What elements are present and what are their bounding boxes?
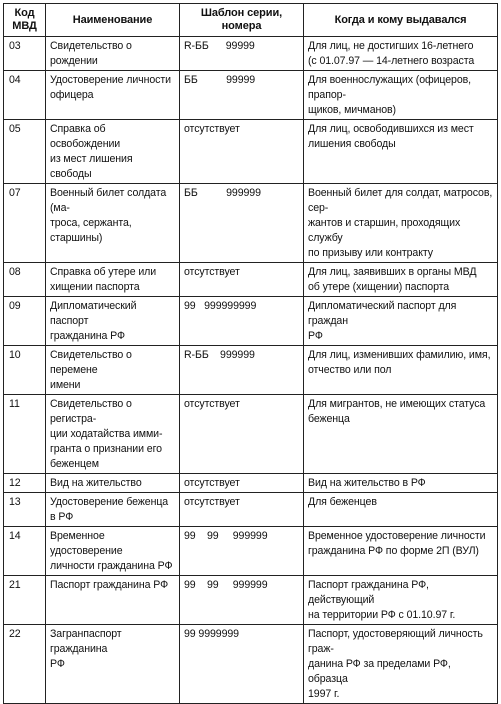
cell-issued: Вид на жительство в РФ: [304, 474, 498, 493]
cell-template: отсутствует: [180, 493, 304, 527]
cell-code: 12: [4, 474, 46, 493]
cell-name: Удостоверение беженца в РФ: [46, 493, 180, 527]
cell-template: 99 99 999999: [180, 576, 304, 625]
cell-issued: Для лиц, не достигших 16-летнего (с 01.07.97 — 14-летнего возраста: [304, 37, 498, 71]
cell-code: 22: [4, 625, 46, 704]
table-header: [4, 4, 498, 37]
cell-template: отсутствует: [180, 395, 304, 474]
table-row: [4, 71, 498, 120]
header-template: Шаблон серии, номера: [180, 4, 304, 37]
header-row: [4, 4, 498, 37]
cell-issued: Паспорт гражданина РФ, действующий на территории РФ с 01.10.97 г.: [304, 576, 498, 625]
cell-code: 21: [4, 576, 46, 625]
passport-codes-table: [3, 3, 498, 704]
cell-name: Паспорт гражданина РФ: [46, 576, 180, 625]
cell-code: 05: [4, 120, 46, 184]
cell-name: Вид на жительство: [46, 474, 180, 493]
cell-code: 14: [4, 527, 46, 576]
cell-name: Военный билет солдата (ма- троса, сержанта, старшины): [46, 184, 180, 263]
cell-template: ББ 999999: [180, 184, 304, 263]
cell-template: 99 99 999999: [180, 527, 304, 576]
cell-issued: Паспорт, удостоверяющий личность граж- данина РФ за пределами РФ, образца 1997 г.: [304, 625, 498, 704]
cell-issued: Для мигрантов, не имеющих статуса беженца: [304, 395, 498, 474]
cell-name: Справка об освобождении из мест лишения свободы: [46, 120, 180, 184]
cell-issued: Для лиц, освободившихся из мест лишения свободы: [304, 120, 498, 184]
cell-issued: Дипломатический паспорт для граждан РФ: [304, 297, 498, 346]
cell-code: 08: [4, 263, 46, 297]
cell-name: Свидетельство о перемене имени: [46, 346, 180, 395]
cell-template: 99 999999999: [180, 297, 304, 346]
table-row: [4, 625, 498, 704]
table-row: [4, 527, 498, 576]
cell-issued: Военный билет для солдат, матросов, сер- жантов и старшин, проходящих службу по призыву или контракту: [304, 184, 498, 263]
cell-name: Временное удостоверение личности гражданина РФ: [46, 527, 180, 576]
cell-template: R-ББ 99999: [180, 37, 304, 71]
table-row: [4, 395, 498, 474]
table-row: [4, 493, 498, 527]
cell-code: 10: [4, 346, 46, 395]
cell-name: Дипломатический паспорт гражданина РФ: [46, 297, 180, 346]
table-row: [4, 576, 498, 625]
cell-issued: Для беженцев: [304, 493, 498, 527]
header-name: Наименование: [46, 4, 180, 37]
cell-template: отсутствует: [180, 474, 304, 493]
header-issued: Когда и кому выдавался: [304, 4, 498, 37]
cell-template: R-ББ 999999: [180, 346, 304, 395]
cell-template: отсутствует: [180, 120, 304, 184]
cell-template: 99 9999999: [180, 625, 304, 704]
table-row: [4, 474, 498, 493]
table-row: [4, 184, 498, 263]
cell-issued: Для военнослужащих (офицеров, прапор- щиков, мичманов): [304, 71, 498, 120]
cell-code: 03: [4, 37, 46, 71]
cell-code: 07: [4, 184, 46, 263]
table-body: [4, 37, 498, 704]
table-row: [4, 297, 498, 346]
table-row: [4, 37, 498, 71]
cell-template: ББ 99999: [180, 71, 304, 120]
table-row: [4, 120, 498, 184]
cell-code: 13: [4, 493, 46, 527]
cell-template: отсутствует: [180, 263, 304, 297]
cell-name: Справка об утере или хищении паспорта: [46, 263, 180, 297]
table-row: [4, 263, 498, 297]
cell-issued: Для лиц, изменивших фамилию, имя, отчество или пол: [304, 346, 498, 395]
cell-code: 09: [4, 297, 46, 346]
cell-name: Удостоверение личности офицера: [46, 71, 180, 120]
table-row: [4, 346, 498, 395]
cell-name: Свидетельство о регистра- ции ходатайства имми- гранта о признании его беженцем: [46, 395, 180, 474]
cell-issued: Временное удостоверение личности гражданина РФ по форме 2П (ВУЛ): [304, 527, 498, 576]
header-code: Код МВД: [4, 4, 46, 37]
cell-code: 11: [4, 395, 46, 474]
cell-name: Загранпаспорт гражданина РФ: [46, 625, 180, 704]
cell-name: Свидетельство о рождении: [46, 37, 180, 71]
cell-issued: Для лиц, заявивших в органы МВД об утере (хищении) паспорта: [304, 263, 498, 297]
cell-code: 04: [4, 71, 46, 120]
